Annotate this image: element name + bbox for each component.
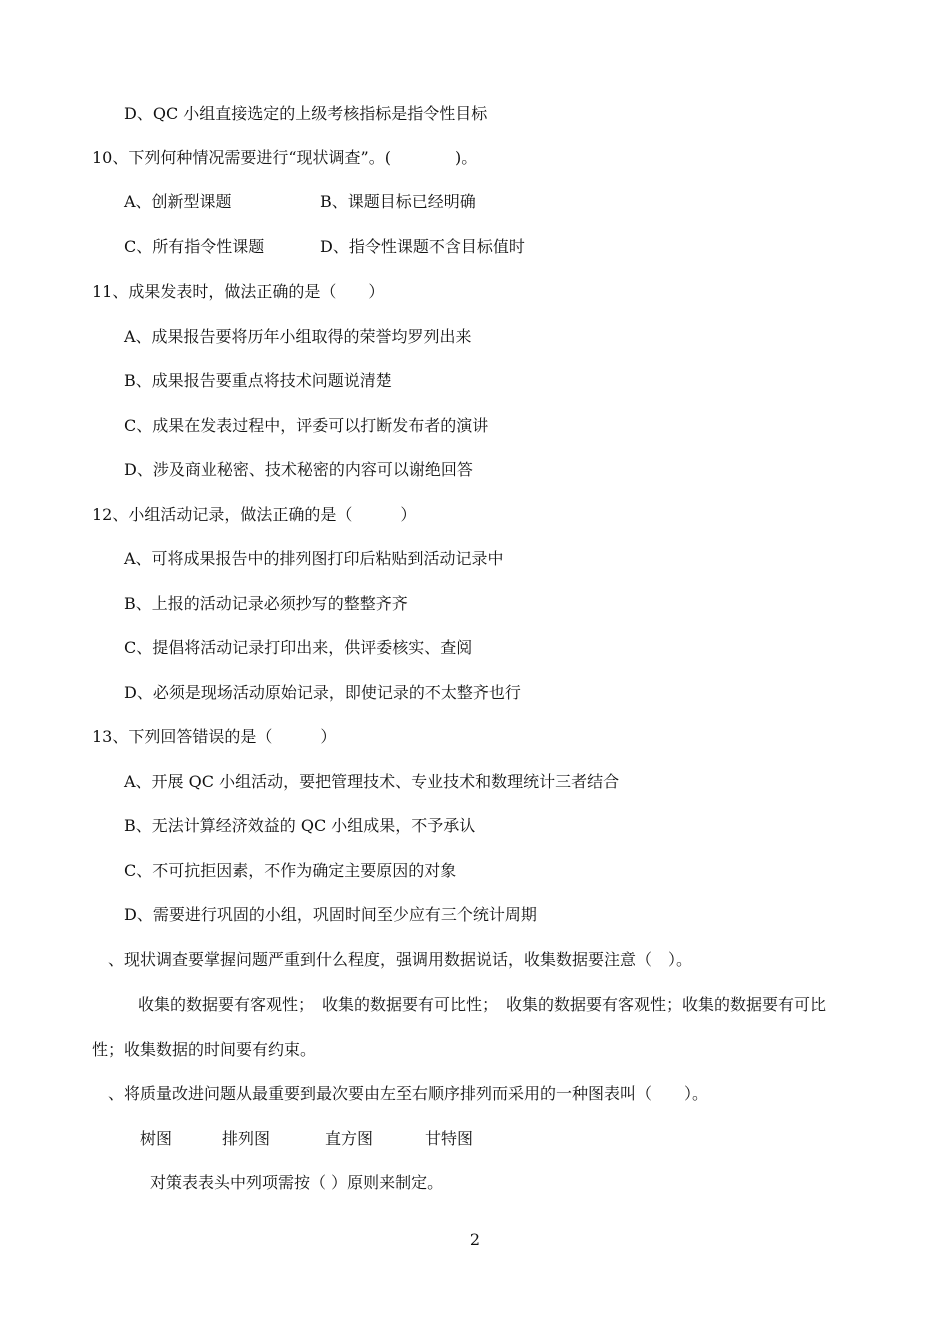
q10-option-b: B、课题目标已经明确 [320,192,476,211]
q12-option-d: D、必须是现场活动原始记录，即使记录的不太整齐也行 [124,683,521,702]
pareto-option-pareto: 排列图 [222,1129,271,1148]
question-pareto: 、将质量改进问题从最重要到最次要由左至右顺序排列而采用的一种图表叫（ ）。 [108,1084,709,1103]
q12-option-b: B、上报的活动记录必须抄写的整整齐齐 [124,594,408,613]
q12-option-c: C、提倡将活动记录打印出来，供评委核实、查阅 [124,638,473,657]
pareto-option-tree: 树图 [140,1129,173,1148]
question-10: 10、下列何种情况需要进行“现状调查”。( )。 [92,148,478,167]
q11-option-c: C、成果在发表过程中，评委可以打断发布者的演讲 [124,416,489,435]
q11-option-a: A、成果报告要将历年小组取得的荣誉均罗列出来 [124,327,472,346]
pareto-option-gantt: 甘特图 [425,1129,474,1148]
question-status-survey: 、现状调查要掌握问题严重到什么程度，强调用数据说话，收集数据要注意（ ）。 [108,950,693,969]
q12-option-a: A、可将成果报告中的排列图打印后粘贴到活动记录中 [124,549,504,568]
q11-option-d: D、涉及商业秘密、技术秘密的内容可以谢绝回答 [124,460,473,479]
q10-option-d: D、指令性课题不含目标值时 [320,237,525,256]
q13-option-d: D、需要进行巩固的小组，巩固时间至少应有三个统计周期 [124,905,537,924]
question-13: 13、下列回答错误的是（ ） [92,727,337,746]
pareto-option-histogram: 直方图 [325,1129,374,1148]
status-survey-options: 收集的数据要有客观性； 收集的数据要有可比性； 收集的数据要有客观性；收集的数据要有可比 [138,995,827,1014]
question-11: 11、成果发表时，做法正确的是（ ） [92,282,385,301]
q13-option-c: C、不可抗拒因素，不作为确定主要原因的对象 [124,861,457,880]
question-12: 12、小组活动记录，做法正确的是（ ） [92,505,417,524]
question-countermeasure-table: 对策表表头中列项需按（ ）原则来制定。 [150,1173,444,1192]
q11-option-b: B、成果报告要重点将技术问题说清楚 [124,371,392,390]
status-survey-options-cont: 性；收集数据的时间要有约束。 [92,1040,317,1059]
q10-option-c: C、所有指令性课题 [124,237,265,256]
q13-option-b: B、无法计算经济效益的 QC 小组成果，不予承认 [124,816,476,835]
q13-option-a: A、开展 QC 小组活动，要把管理技术、专业技术和数理统计三者结合 [124,772,620,791]
q9-option-d: D、QC 小组直接选定的上级考核指标是指令性目标 [124,104,488,123]
q10-option-a: A、创新型课题 [124,192,232,211]
page-number: 2 [469,1230,481,1249]
